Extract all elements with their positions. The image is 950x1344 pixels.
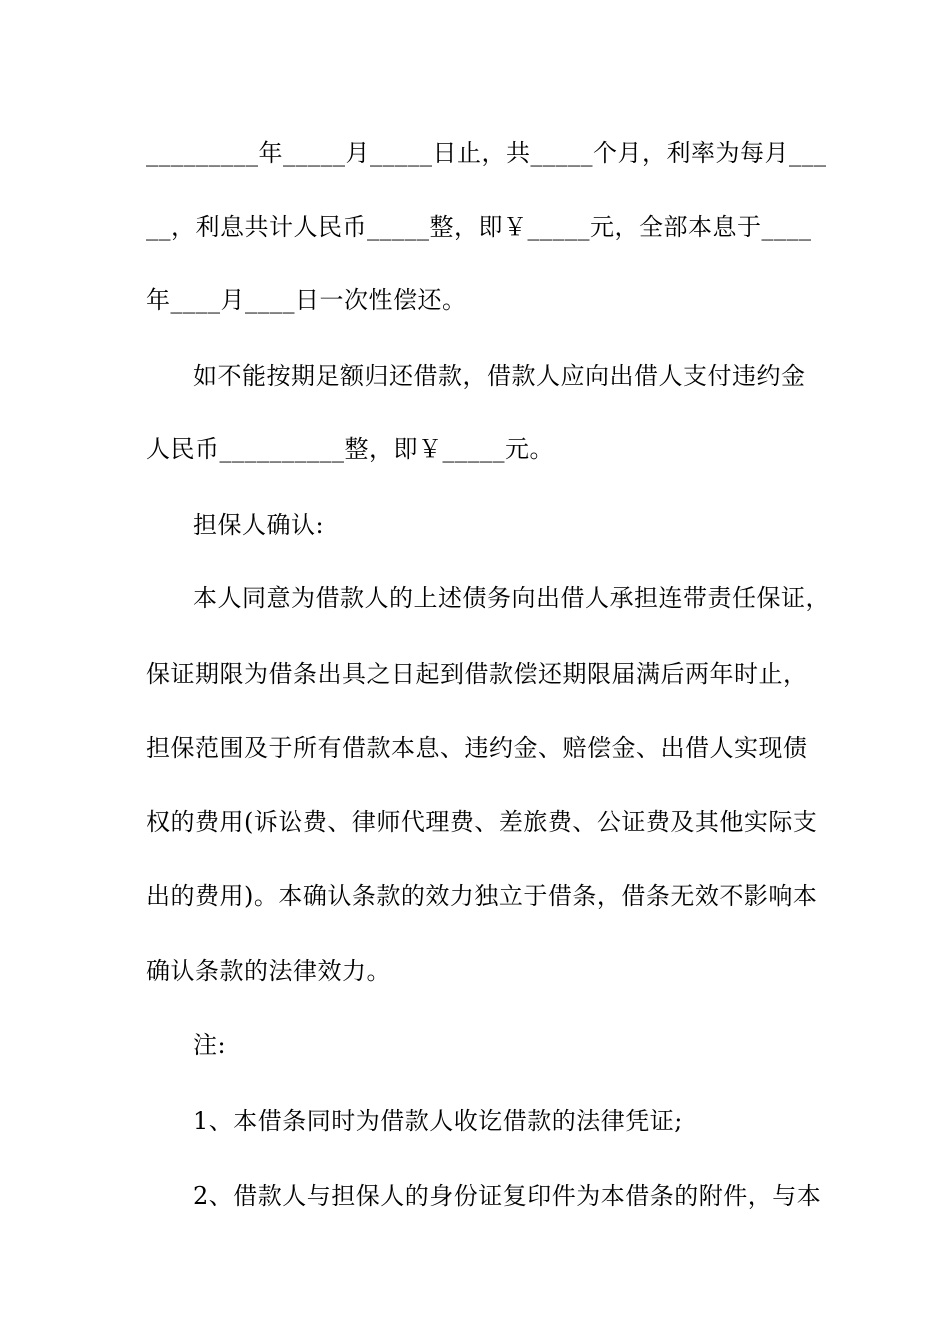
text-line-loan-term: _________年_____月_____日止，共_____个月，利率为每月___ <box>146 139 827 167</box>
text-line-guarantee-5: 出的费用)。本确认条款的效力独立于借条，借条无效不影响本 <box>146 882 818 910</box>
note-item-2: 2、借款人与担保人的身份证复印件为本借条的附件，与本 <box>193 1182 822 1210</box>
text-line-guarantee-6: 确认条款的法律效力。 <box>146 957 391 985</box>
text-line-penalty: 如不能按期足额归还借款，借款人应向出借人支付违约金 <box>193 362 806 390</box>
text-line-guarantee-1: 本人同意为借款人的上述债务向出借人承担连带责任保证， <box>193 584 830 612</box>
text-line-guarantee-3: 担保范围及于所有借款本息、违约金、赔偿金、出借人实现债 <box>146 734 808 762</box>
text-line-repayment-date: 年____月____日一次性偿还。 <box>146 286 467 314</box>
text-line-guarantee-4: 权的费用(诉讼费、律师代理费、差旅费、公证费及其他实际支 <box>146 808 818 836</box>
note-item-1: 1、本借条同时为借款人收讫借款的法律凭证; <box>193 1107 683 1135</box>
text-line-penalty-amount: 人民币__________整，即￥_____元。 <box>146 435 554 463</box>
text-line-interest: __，利息共计人民币_____整，即￥_____元，全部本息于____ <box>146 213 812 241</box>
section-heading-notes: 注: <box>193 1031 227 1059</box>
section-heading-guarantor: 担保人确认: <box>193 511 325 539</box>
text-line-guarantee-2: 保证期限为借条出具之日起到借款偿还期限届满后两年时止， <box>146 660 808 688</box>
